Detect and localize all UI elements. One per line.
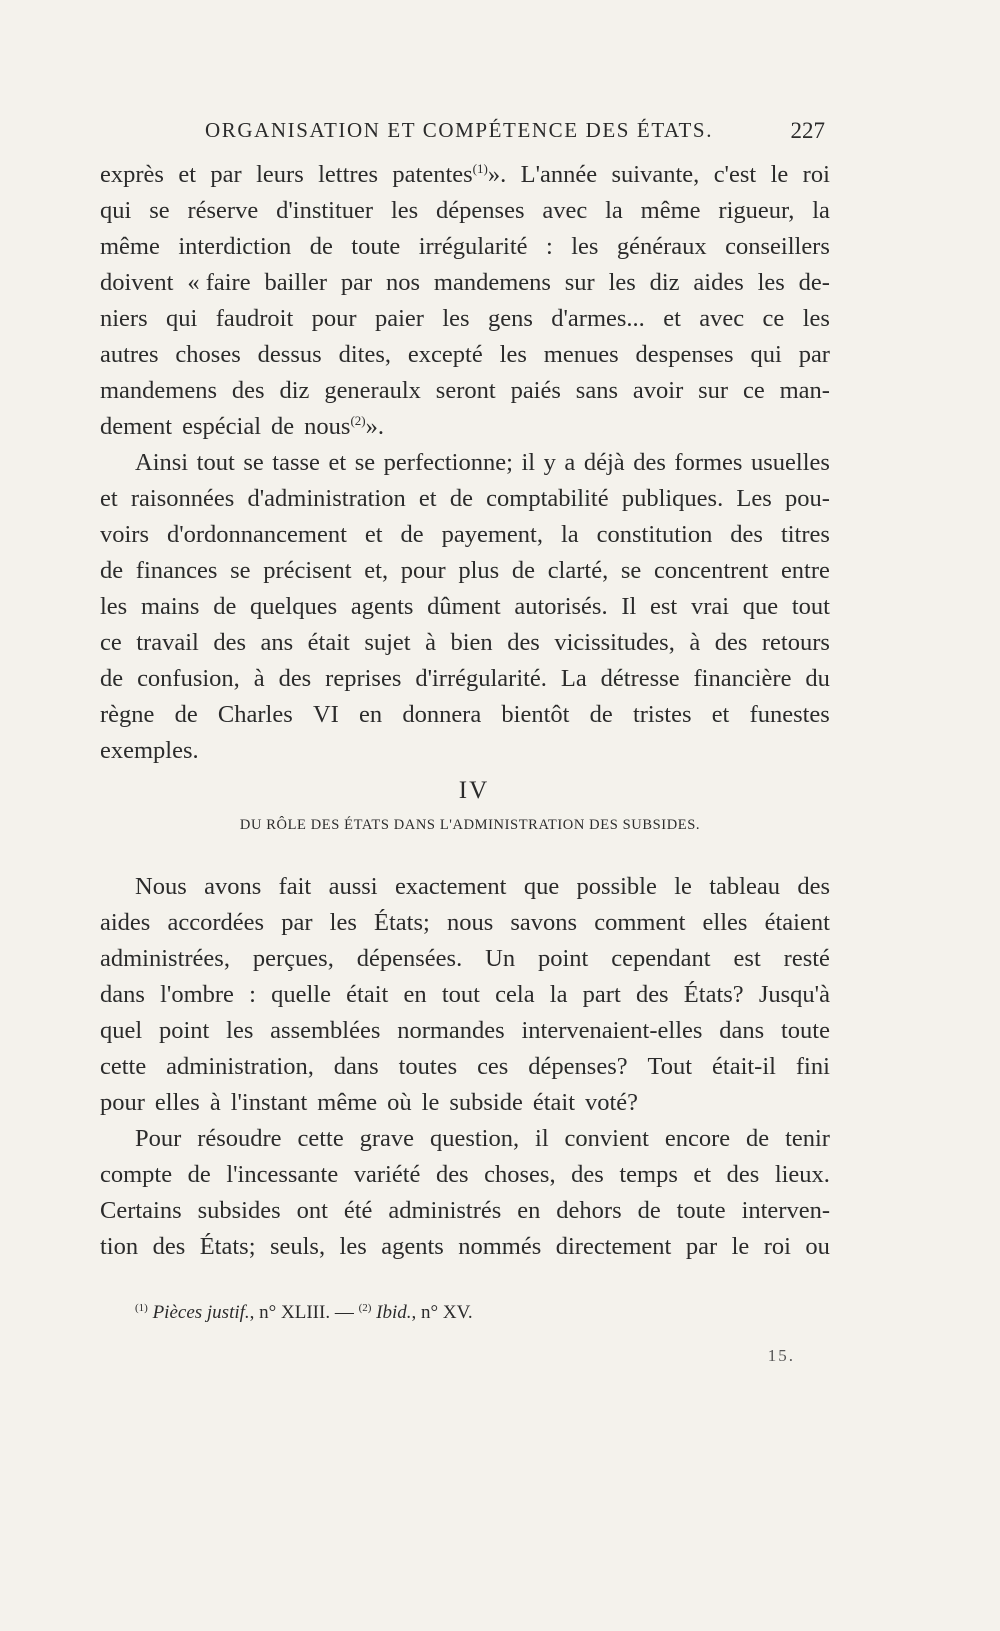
footnote-1-ref: Pièces justif.: [152, 1302, 250, 1323]
section-title: DU RÔLE DES ÉTATS DANS L'ADMINISTRATION DES SUBSIDES.: [239, 817, 701, 833]
text-line: niers qui faudroit pour paier les gens d'armes... et avec ce les: [100, 304, 830, 332]
text-line: exemples.: [100, 736, 199, 764]
text-line: même interdiction de toute irrégularité : les généraux conseillers: [100, 232, 830, 260]
footnote-1-number: , n° XLIII. —: [249, 1302, 354, 1323]
text-line: compte de l'incessante variété des choses, des temps et des lieux.: [100, 1160, 830, 1188]
text-line: tion des États; seuls, les agents nommés directement par le roi ou: [100, 1232, 830, 1260]
footnote-2-mark: (2): [358, 1302, 372, 1314]
text-line: Ainsi tout se tasse et se perfectionne; il y a déjà des formes usuelles: [135, 448, 830, 476]
text-line: Nous avons fait aussi exactement que possible le tableau des: [135, 872, 830, 900]
text-line: autres choses dessus dites, excepté les menues despenses qui par: [100, 340, 830, 368]
text-line: ce travail des ans était sujet à bien des vicissitudes, à des retours: [100, 628, 830, 656]
text-line: doivent « faire bailler par nos mandemens sur les diz aides les de-: [100, 268, 830, 296]
text-line: dans l'ombre : quelle était en tout cela la part des États? Jusqu'à: [100, 980, 830, 1008]
footnote-1-mark: (1): [135, 1302, 148, 1314]
text-line: Certains subsides ont été administrés en dehors de toute interven-: [100, 1196, 830, 1224]
text-line: Pour résoudre cette grave question, il convient encore de tenir: [135, 1124, 830, 1152]
text-line: voirs d'ordonnancement et de payement, la constitution des titres: [100, 520, 830, 548]
section-number: IV: [458, 777, 490, 804]
text-line: pour elles à l'instant même où le subside était voté?: [100, 1088, 639, 1116]
footnotes: [135, 1302, 635, 1332]
running-title: ORGANISATION ET COMPÉTENCE DES ÉTATS.: [205, 118, 714, 142]
page-number: 227: [790, 118, 825, 143]
text-line: exprès et par leurs lettres patentes$^{(1)}$». L'année suivante, c'est le roi: [100, 160, 830, 188]
signature-mark: 15.: [767, 1346, 795, 1365]
text-line: règne de Charles VI en donnera bientôt de tristes et funestes: [100, 700, 830, 728]
text-line: et raisonnées d'administration et de comptabilité publiques. Les pou-: [100, 484, 830, 512]
text-line: de finances se précisent et, pour plus de clarté, se concentrent entre: [100, 556, 830, 584]
text-line: cette administration, dans toutes ces dépenses? Tout était-il fini: [100, 1052, 830, 1080]
text-line: mandemens des diz generaulx seront paiés sans avoir sur ce man-: [100, 376, 830, 404]
text-line: quel point les assemblées normandes intervenaient-elles dans toute: [100, 1016, 830, 1044]
running-header: [205, 118, 825, 148]
text-line: de confusion, à des reprises d'irrégularité. La détresse financière du: [100, 664, 830, 692]
footnote-2-number: , n° XV.: [411, 1302, 473, 1323]
text-line: aides accordées par les États; nous savons comment elles étaient: [100, 908, 830, 936]
text-line: qui se réserve d'instituer les dépenses avec la même rigueur, la: [100, 196, 830, 224]
text-line: administrées, perçues, dépensées. Un point cependant est resté: [100, 944, 830, 972]
footnote-2-ref: Ibid.: [376, 1302, 412, 1323]
text-line: dement espécial de nous$^{(2)}$».: [100, 412, 384, 440]
text-line: les mains de quelques agents dûment autorisés. Il est vrai que tout: [100, 592, 830, 620]
